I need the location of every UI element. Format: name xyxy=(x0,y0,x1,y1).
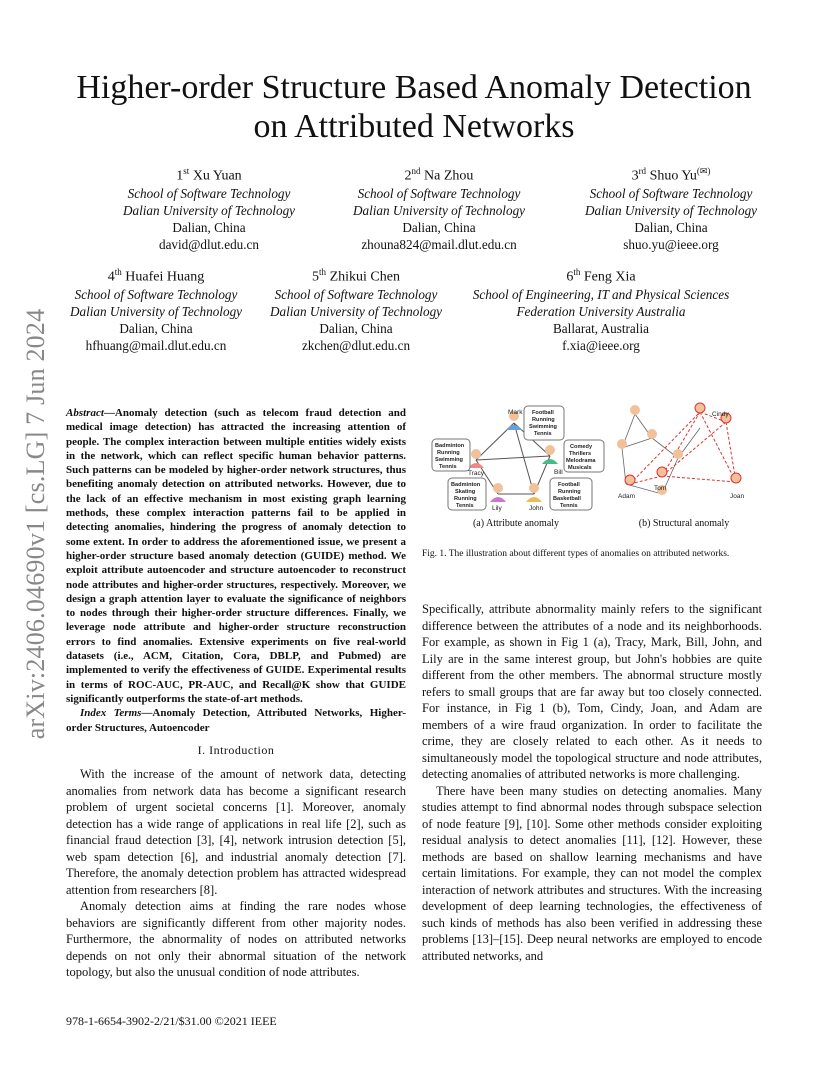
corresponding-mark: (✉) xyxy=(696,166,711,176)
section-heading: I. Introduction xyxy=(197,743,275,757)
svg-text:Badminton: Badminton xyxy=(451,482,481,488)
svg-text:Badminton: Badminton xyxy=(435,443,465,449)
svg-text:John: John xyxy=(529,505,544,512)
figure-caption: Fig. 1. The illustration about different types of anomalies on attributed networks. xyxy=(422,549,730,559)
svg-text:Swimming: Swimming xyxy=(435,457,463,463)
svg-text:Football: Football xyxy=(558,482,580,488)
title-line-2: on Attributed Networks xyxy=(253,108,575,145)
copyright-footer: 978-1-6654-3902-2/21/$31.00 ©2021 IEEE xyxy=(66,1014,277,1028)
author-4: 4th Huafei Huang School of Software Technology Dalian University of Technology Dalian, China hfhuang@mail.dlut.edu.cn xyxy=(69,267,243,353)
abstract-text: —Anomaly detection (such as telecom fraud detection and medical image detection) has attracted the increasing attention of people. The complex interaction between multiple entities widely exists in the network, which can reflect specific human behavior patterns. Such patterns can be modeled by higher-order network structures, thus benefiting anomaly detection on attributed networks. However, due to the lack of an effective mechanism in most existing graph learning methods, these complex interaction patterns fail to be applied in detecting anomalies, hindering the progress of anomaly detection to some extent. In order to address the aforementioned issue, we present a higher-order structure based anomaly detection (GUIDE) method. We exploit attribute autoencoder and structure autoencoder to reconstruct node attributes and higher-order structures, respectively. Moreover, we design a graph attention layer to evaluate the significance of neighbors to nodes through their higher-order structure differences. Finally, we leverage node attribute and higher-order structure reconstruction errors to find anomalies. Extensive experiments on five real-world datasets (i.e., ACM, Citation, Cora, DBLP, and Pubmed) are implemented to verify the effectiveness of GUIDE. Experimental results in terms of ROC-AUC, PR-AUC, and Recall@K show that GUIDE significantly outperforms the state-of-art methods. xyxy=(66,407,406,705)
author-5: 5th Zhikui Chen School of Software Technology Dalian University of Technology Dalian, China zkchen@dlut.edu.cn xyxy=(269,267,443,353)
svg-text:Swimming: Swimming xyxy=(529,424,557,430)
svg-text:Football: Football xyxy=(532,410,554,416)
svg-text:Melodrama: Melodrama xyxy=(566,458,596,464)
svg-text:Running: Running xyxy=(558,489,581,495)
svg-text:Mark: Mark xyxy=(508,409,523,416)
intro-paragraph-2: Anomaly detection aims at finding the rare nodes whose behaviors are significantly different from other majority nodes. Furthermore, the abnormality of nodes on attributed networks depends on not only their abnormal situation of the network topology, but also the unusual condition of node attributes. xyxy=(66,899,406,979)
svg-text:Tennis: Tennis xyxy=(456,503,474,509)
svg-text:Cindy: Cindy xyxy=(712,411,729,418)
svg-text:Tennis: Tennis xyxy=(439,464,457,470)
arxiv-sidebar xyxy=(22,296,50,752)
intro-text xyxy=(66,766,406,981)
svg-text:Tom: Tom xyxy=(654,485,667,492)
svg-text:Tracy: Tracy xyxy=(468,470,485,477)
svg-text:Comedy: Comedy xyxy=(570,444,593,450)
svg-text:Joan: Joan xyxy=(730,493,745,500)
svg-text:Tennis: Tennis xyxy=(534,431,552,437)
author-2: 2nd Na Zhou School of Software Technology Dalian University of Technology Dalian, China zhouna824@mail.dlut.edu.cn xyxy=(352,166,526,252)
author-3: 3rd Shuo Yu(✉) School of Software Technology Dalian University of Technology Dalian, China shuo.yu@ieee.org xyxy=(584,166,758,252)
svg-text:Skating: Skating xyxy=(455,489,476,495)
arxiv-id: arXiv:2406.04690v1 [cs.LG] 7 Jun 2024 xyxy=(21,308,50,740)
svg-text:Running: Running xyxy=(532,417,555,423)
svg-text:Musicals: Musicals xyxy=(568,465,592,471)
svg-text:Adam: Adam xyxy=(618,493,635,500)
svg-text:Bill: Bill xyxy=(554,469,563,476)
author-6: 6th Feng Xia School of Engineering, IT and Physical Sciences Federation University Australia Ballarat, Australia f.xia@ieee.org xyxy=(472,267,730,353)
subcaption-a: (a) Attribute anomaly xyxy=(472,518,560,529)
fraud-ring-links xyxy=(630,412,736,484)
index-terms: Index Terms—Anomaly Detection, Attributed Networks, Higher-order Structures, Autoencoder xyxy=(66,707,406,734)
svg-text:Running: Running xyxy=(454,496,477,502)
intro-paragraph-1: With the increase of the amount of network data, detecting anomalies from network data has become a significant research problem of urgent societal concerns [1]. Moreover, anomaly detection has a wide range of applications in real life [2], such as financial fraud detection [3], [4], network intrusion detection [5], web spam detection [6], and industrial anomaly detection [7]. Therefore, the anomaly detection problem has attracted widespread attention from researchers [8]. xyxy=(66,767,406,897)
subcaption-b: (b) Structural anomaly xyxy=(638,518,730,529)
title-line-1: Higher-order Structure Based Anomaly Detection xyxy=(76,69,752,106)
right-column-text xyxy=(422,601,762,964)
abstract-lead: Abstract xyxy=(66,407,104,419)
paper-title xyxy=(60,68,768,146)
abstract xyxy=(66,406,406,735)
figure-1 xyxy=(430,398,760,516)
right-paragraph-2: There have been many studies on detecting anomalies. Many studies attempt to find abnormal nodes through subspace selection of node feature [9], [10]. Some other methods consider exploiting residual analysis to detect anomalies [11], [12]. However, these methods are based on shallow learning mechanisms and have certain limitations. For example, they can not model the complex interaction of network attributes and structures. With the increasing development of deep learning technologies, the effectiveness of such kinds of methods has also been verified in addressing these problems [13]–[15]. Deep neural networks are employed to encode attributed networks, and xyxy=(422,783,762,963)
svg-text:Basketball: Basketball xyxy=(553,496,581,502)
svg-text:Thrillers: Thrillers xyxy=(569,451,592,457)
svg-text:Tennis: Tennis xyxy=(560,503,578,509)
author-1: 1st Xu Yuan School of Software Technology Dalian University of Technology Dalian, China david@dlut.edu.cn xyxy=(122,166,296,252)
right-paragraph-1: Specifically, attribute abnormality mainly refers to the significant difference between the attributes of a node and its neighborhoods. For example, as shown in Fig 1 (a), Tracy, Mark, Bill, John, and Lily are in the same interest group, but John's hobbies are quite different from the other members. The abnormal structure mostly refers to small groups that are far away but too closely connected. For instance, in Fig 1 (b), Tom, Cindy, Joan, and Adam are members of a wire fraud organization. In order to facilitate the crime, they are closely related to each other. As it needs to simultaneously model the topological structure and node attributes, detecting anomalies of attributed networks is more challenging. xyxy=(422,602,762,781)
person-john xyxy=(526,483,542,502)
edge xyxy=(476,456,550,460)
svg-text:Lily: Lily xyxy=(492,505,502,512)
svg-text:Running: Running xyxy=(437,450,460,456)
person-bill xyxy=(542,445,558,464)
